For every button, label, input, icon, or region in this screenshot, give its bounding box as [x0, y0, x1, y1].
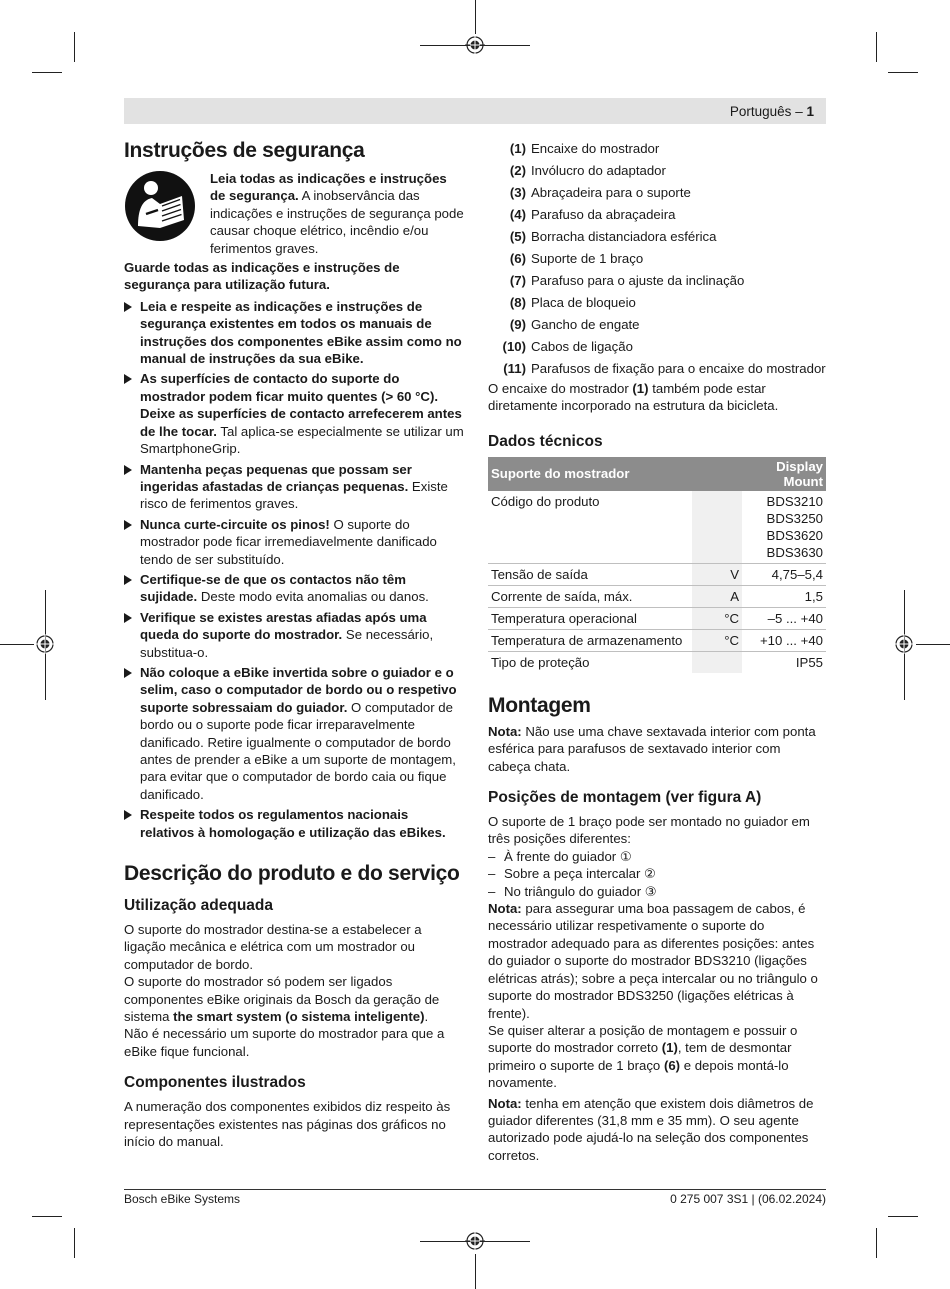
header-language: Português — [729, 104, 792, 119]
note-2: Nota: para assegurar uma boa passagem de cabos, é necessário utilizar respetivamente o suporte do mostrador adequado para as diferentes posições: antes do guiador o suporte do mostrador BDS3210 (ligações elétricas atrás); sobre a peça intercalar ou no triângulo o suporte do mostrador BDS3250 (ligações elétricas à frente). — [488, 901, 818, 1021]
left-column — [124, 138, 464, 1151]
table-row — [488, 585, 826, 607]
intended-use-p1: O suporte do mostrador destina-se a estabelecer a ligação mecânica e elétrica com um mostrador ou computador de bordo. — [124, 922, 422, 972]
list-item: Verifique se existes arestas afiadas após uma queda do suporte do mostrador. Se necessário, substitua-o. — [124, 609, 464, 661]
intended-use-p3: Não é necessário um suporte do mostrador para que a eBike fique funcional. — [124, 1026, 445, 1059]
table-cell: Temperatura operacional — [488, 607, 692, 629]
footer-company: Bosch eBike Systems — [124, 1192, 241, 1206]
note-1: Nota: Não use uma chave sextavada interior com ponta esférica para parafusos de sextavado interior com cabeça chata. — [488, 723, 816, 774]
positions-title: Posições de montagem (ver figura A) — [488, 789, 762, 807]
list-item: As superfícies de contacto do suporte do mostrador podem ficar muito quentes (> 60 °C). Deixe as superfícies de contacto arrefecerem antes de lhe tocar. Tal aplica-se especialmente se utilizar um SmartphoneGrip. — [124, 370, 464, 457]
table-cell: Temperatura de armazenamento — [488, 629, 692, 651]
list-item: (4) Parafuso da abraçadeira — [509, 207, 676, 222]
list-item: (7) Parafuso para o ajuste da inclinação — [509, 273, 745, 288]
positions-intro: O suporte de 1 braço pode ser montado no guiador em três posições diferentes: — [488, 814, 810, 847]
safety-bullets — [124, 298, 464, 841]
right-column — [488, 138, 826, 1164]
crop-mark — [876, 32, 877, 62]
list-item: Mantenha peças pequenas que possam ser ingeridas afastadas de crianças pequenas. Existe risco de ferimentos graves. — [124, 461, 464, 513]
list-item: Leia e respeite as indicações e instruções de segurança existentes em todos os manuais de instruções dos componentes eBike assim como no manual de instruções da sua eBike. — [124, 298, 464, 368]
table-cell: –5 ... +40 — [742, 607, 826, 629]
table-cell: IP55 — [795, 654, 823, 670]
components-text: A numeração dos componentes exibidos diz respeito às representações existentes nas páginas dos gráficos no início do manual. — [124, 1099, 451, 1150]
list-item: – Sobre a peça intercalar ② — [488, 866, 656, 882]
list-item: (10) Cabos de ligação — [502, 339, 633, 354]
table-cell: +10 ... +40 — [742, 629, 826, 651]
list-item: (5) Borracha distanciadora esférica — [509, 229, 717, 244]
footer-divider — [124, 1189, 826, 1190]
header-band — [124, 98, 826, 124]
intended-use-p2: O suporte do mostrador só podem ser ligados componentes eBike originais da Bosch da geração de sistema the smart system (o sistema inteligente). — [124, 974, 440, 1025]
table-cell: V — [692, 563, 742, 585]
list-item: (3) Abraçadeira para o suporte — [509, 185, 691, 200]
read-manual-icon — [124, 170, 196, 242]
crop-mark — [888, 1216, 918, 1217]
list-item: – À frente do guiador ① — [488, 848, 632, 864]
table-cell: 1,5 — [742, 585, 826, 607]
table-cell: Código do produto — [488, 491, 692, 564]
table-header: Suporte do mostrador — [488, 457, 692, 491]
table-row — [488, 607, 826, 629]
crop-mark — [916, 644, 950, 645]
list-item: (8) Placa de bloqueio — [509, 295, 636, 310]
safety-title: Instruções de segurança — [124, 139, 365, 162]
table-cell — [692, 651, 742, 673]
page-header — [730, 104, 814, 119]
table-cell: 4,75–5,4 — [742, 563, 826, 585]
table-row — [488, 491, 826, 564]
positions-list — [488, 848, 826, 900]
list-item: Nunca curte-circuite os pinos! O suporte do mostrador pode ficar irremediavelmente danificado tendo de ser substituído. — [124, 516, 464, 568]
table-cell: °C — [692, 629, 742, 651]
table-header: Display Mount — [742, 457, 826, 491]
list-item: (6) Suporte de 1 braço — [509, 251, 644, 266]
crop-mark — [475, 1254, 476, 1289]
components-title: Componentes ilustrados — [124, 1074, 306, 1092]
crop-mark — [74, 1228, 75, 1258]
footer-doc-number: 0 275 007 3S1 | (06.02.2024) — [670, 1192, 826, 1206]
components-list — [488, 138, 826, 380]
table-cell — [692, 491, 742, 564]
mounting-title: Montagem — [488, 693, 591, 717]
table-cell: Corrente de saída, máx. — [488, 585, 692, 607]
table-cell: Tensão de saída — [488, 563, 692, 585]
crop-mark — [32, 72, 62, 73]
registration-mark-icon — [894, 634, 914, 654]
safety-intro — [124, 170, 464, 257]
change-position: Se quiser alterar a posição de montagem e possuir o suporte do mostrador correto (1), tem de desmontar primeiro o suporte de 1 braço (6) e depois montá-lo novamente. — [488, 1022, 798, 1091]
table-row — [488, 651, 826, 673]
table-cell: °C — [692, 607, 742, 629]
crop-mark — [876, 1228, 877, 1258]
keep-instructions: Guarde todas as indicações e instruções de segurança para utilização futura. — [124, 260, 400, 293]
crop-mark — [0, 644, 34, 645]
list-item: Não coloque a eBike invertida sobre o guiador e o selim, caso o computador de bordo ou o respetivo suporte sobressaiam do guiador. O computador de bordo ou o suporte pode ficar irreparavelmente danificado. Retire igualmente o computador de bordo antes de prender a eBike a um suporte de montagem, para evitar que o computador de bordo caia ou fique danificado. — [124, 664, 464, 803]
table-row — [488, 563, 826, 585]
intended-use-title: Utilização adequada — [124, 897, 274, 915]
safety-read-rest: A inobservância das indicações e instruções de segurança pode causar choque elétrico, incêndio e/ou ferimentos graves. — [210, 188, 464, 256]
table-cell: Tipo de proteção — [491, 654, 590, 670]
description-title: Descrição do produto e do serviço — [124, 862, 460, 886]
tech-data-title: Dados técnicos — [488, 432, 603, 450]
crop-mark — [888, 72, 918, 73]
crop-mark — [475, 0, 476, 34]
list-item: (11) Parafusos de fixação para o encaixe do mostrador — [503, 361, 826, 376]
page-number: 1 — [806, 104, 814, 119]
registration-mark-icon — [35, 634, 55, 654]
table-row — [488, 629, 826, 651]
list-item: Respeite todos os regulamentos nacionais relativos à homologação e utilização das eBikes. — [124, 806, 464, 841]
registration-mark-icon — [465, 1231, 485, 1251]
list-item: (2) Invólucro do adaptador — [509, 163, 666, 178]
integrated-note: O encaixe do mostrador (1) também pode estar diretamente incorporado na estrutura da bicicleta. — [488, 381, 779, 414]
safety-read-bold: Leia todas as indicações e instruções de segurança. — [210, 171, 447, 204]
list-item: Certifique-se de que os contactos não têm sujidade. Deste modo evita anomalias ou danos. — [124, 571, 464, 606]
list-item: – No triângulo do guiador ③ — [488, 883, 657, 899]
list-item: (9) Gancho de engate — [509, 317, 640, 332]
crop-mark — [32, 1216, 62, 1217]
table-cell: A — [692, 585, 742, 607]
note-3: Nota: tenha em atenção que existem dois diâmetros de guiador diferentes (31,8 mm e 35 mm). O seu agente autorizado pode ajudá-lo na seleção dos componentes corretos. — [488, 1095, 814, 1163]
table-header-spacer — [692, 457, 742, 491]
registration-mark-icon — [465, 35, 485, 55]
list-item: (1) Encaixe do mostrador — [509, 141, 660, 156]
table-header-row — [488, 457, 826, 491]
header-separator: – — [795, 104, 803, 119]
crop-mark — [74, 32, 75, 62]
table-cell: BDS3210 BDS3250 BDS3620 BDS3630 — [742, 491, 826, 564]
tech-data-table — [488, 457, 826, 673]
